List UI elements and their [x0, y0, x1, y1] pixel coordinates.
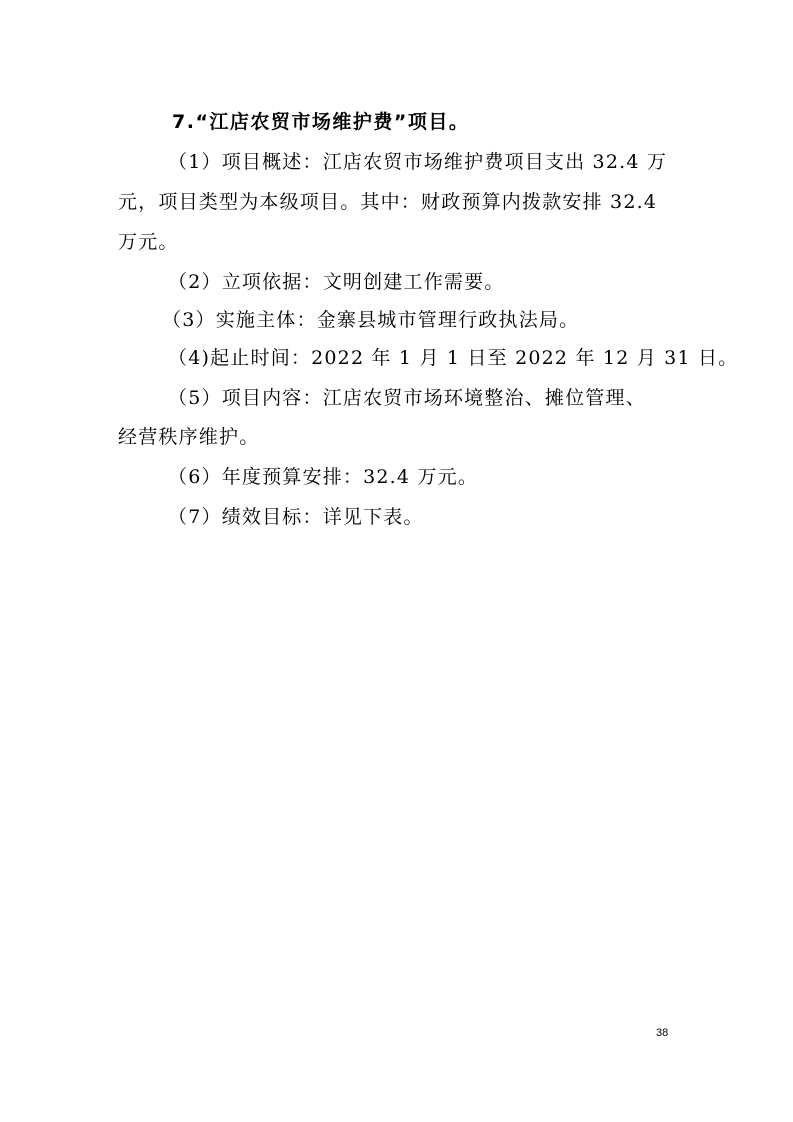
paragraph-line-9: （6）年度预算安排：32.4 万元。: [168, 466, 479, 488]
paragraph-line-10: （7）绩效目标：详见下表。: [168, 506, 424, 528]
paragraph-line-8: 经营秩序维护。: [118, 426, 260, 448]
page-number: 38: [656, 1027, 669, 1039]
paragraph-line-7: （5）项目内容：江店农贸市场环境整治、摊位管理、: [168, 387, 646, 409]
paragraph-line-3: 万元。: [118, 231, 179, 253]
paragraph-line-4: （2）立项依据：文明创建工作需要。: [168, 271, 505, 293]
section-heading: 7.“江店农贸市场维护费”项目。: [172, 111, 470, 133]
paragraph-line-6: （4)起止时间：2022 年 1 月 1 日至 2022 年 12 月 31 日。: [168, 347, 739, 369]
paragraph-line-1: （1）项目概述：江店农贸市场维护费项目支出 32.4 万: [168, 151, 668, 173]
paragraph-line-5: （3）实施主体：金寨县城市管理行政执法局。: [162, 309, 580, 331]
paragraph-line-2: 元，项目类型为本级项目。其中：财政预算内拨款安排 32.4: [118, 191, 658, 213]
